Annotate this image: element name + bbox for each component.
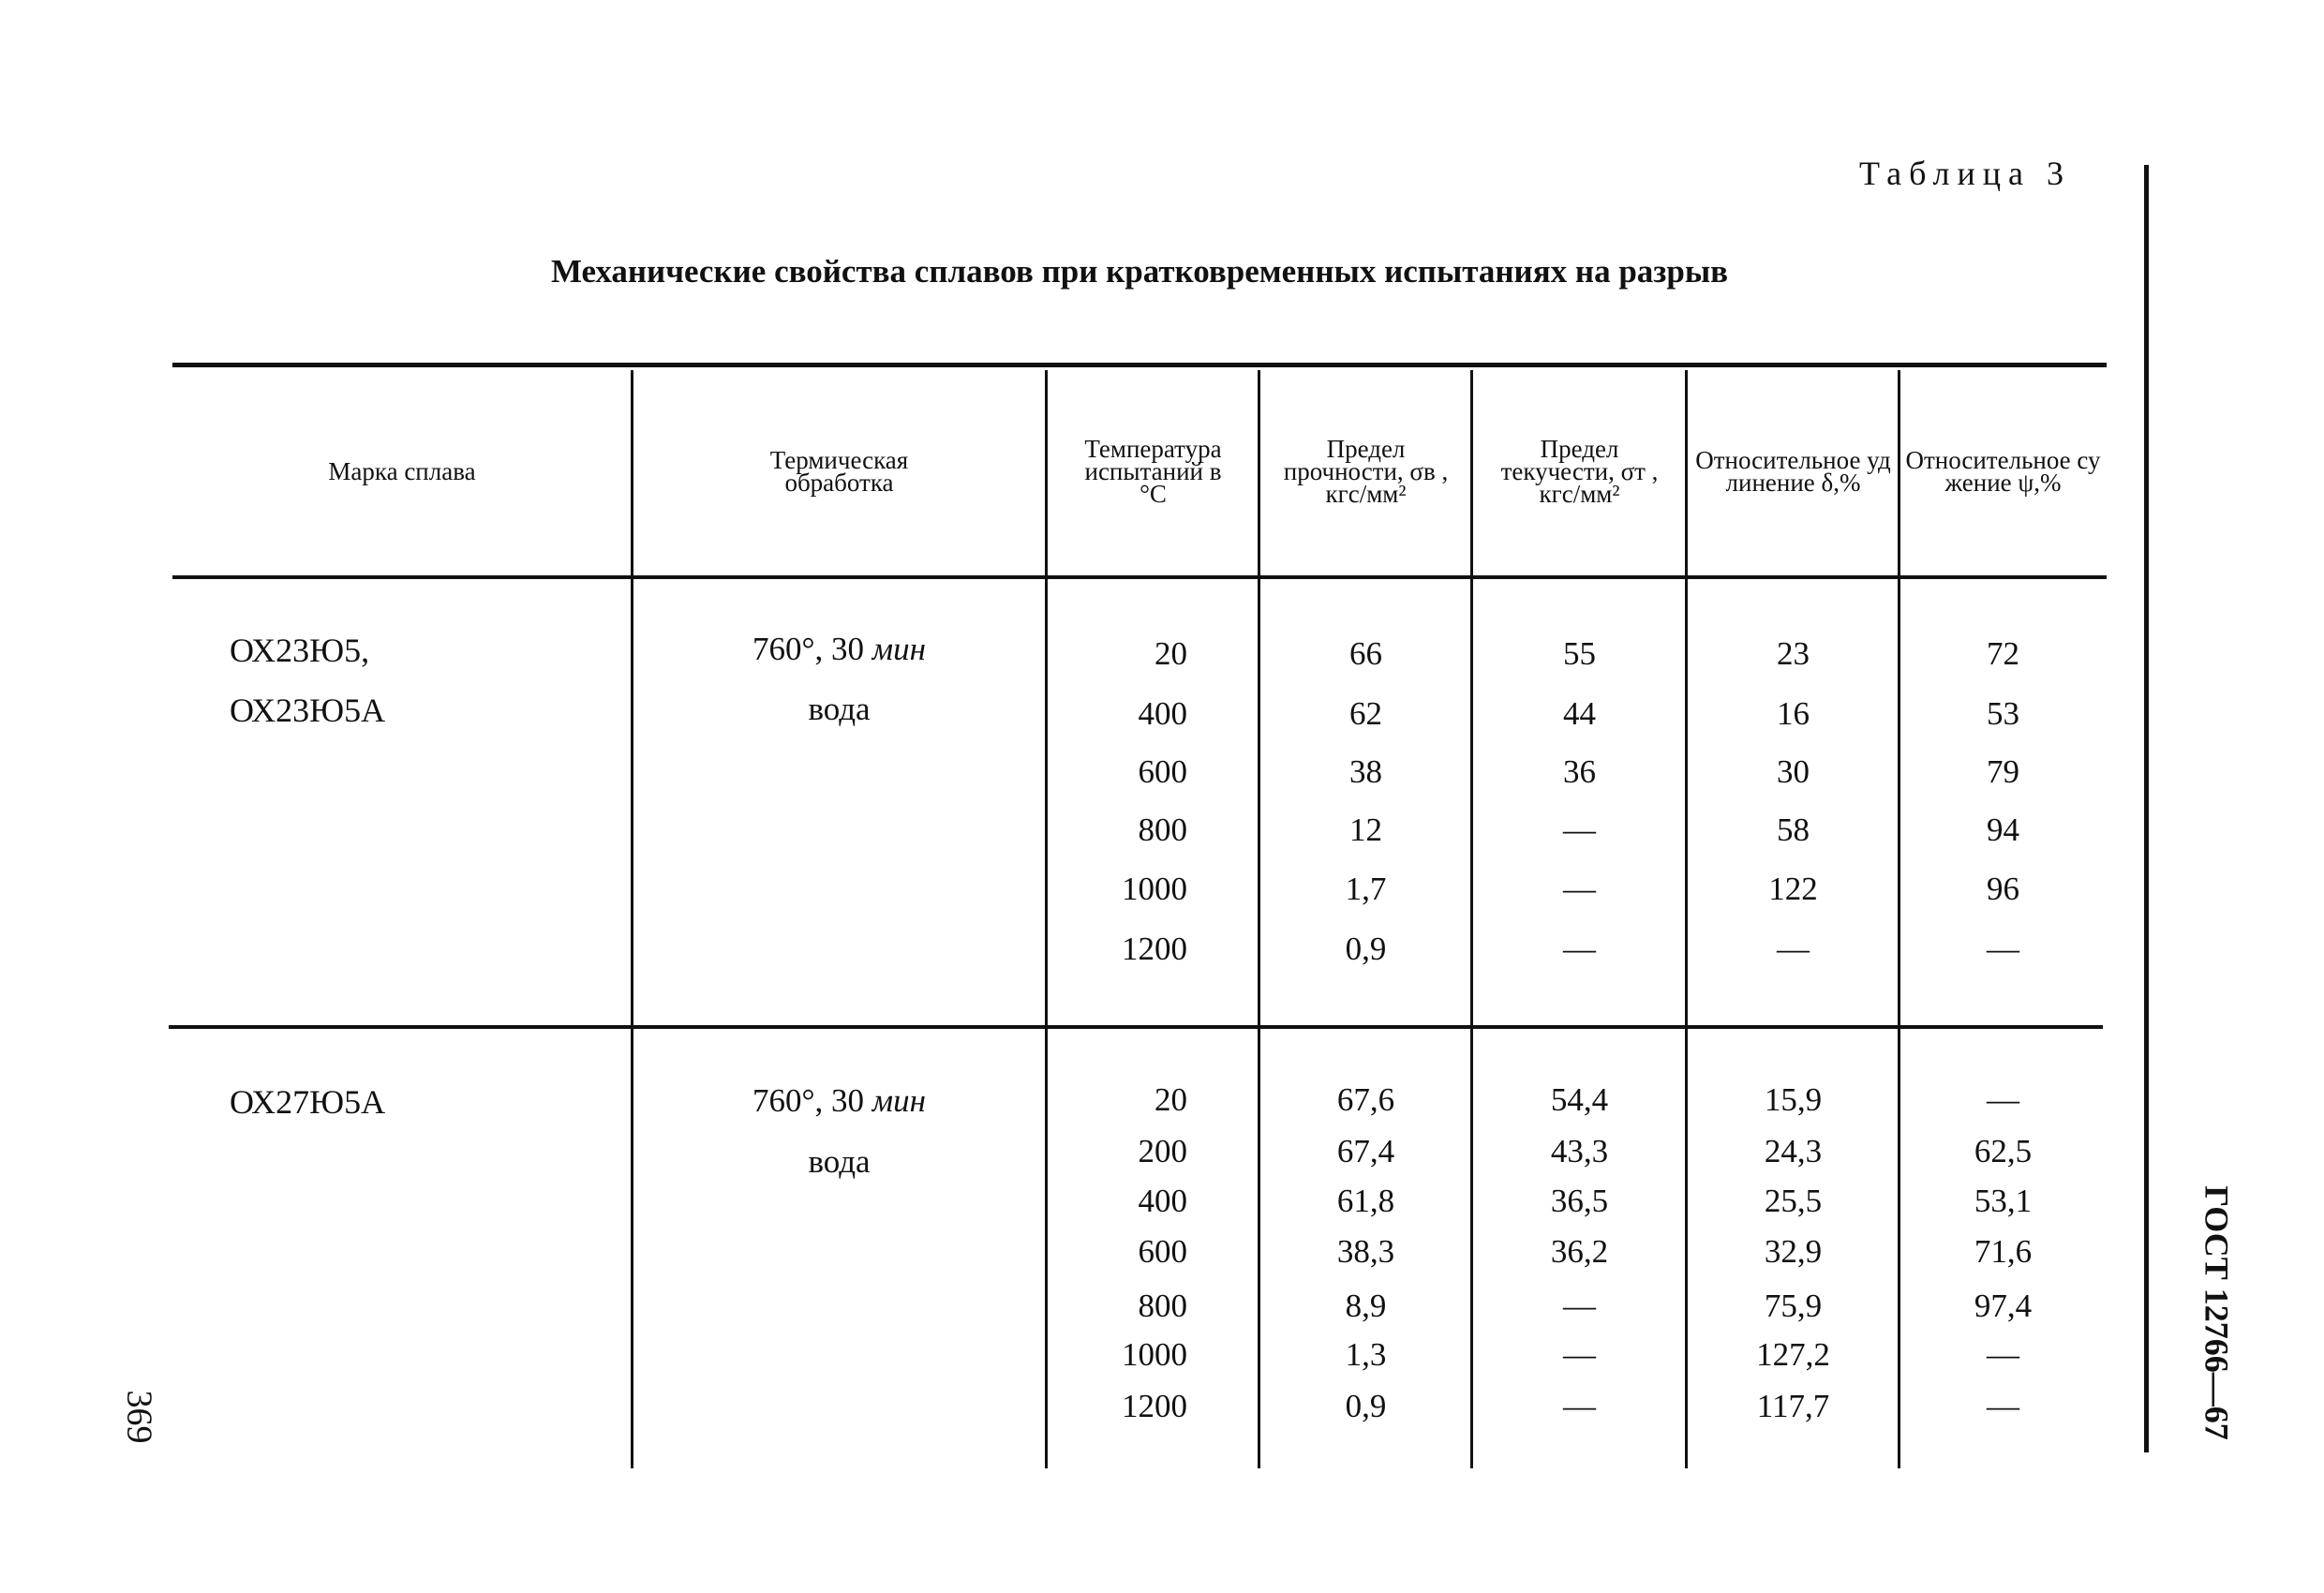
header-tensile-strength: Предел прочности, σв , кгс/мм²	[1283, 435, 1449, 508]
cell-yield-strength: 44	[1563, 695, 1596, 732]
cell-temperature: 1000	[1122, 871, 1187, 907]
cell-reduction: —	[1987, 1388, 2019, 1424]
cell-tensile-strength: 0,9	[1345, 1388, 1387, 1424]
cell-tensile-strength: 61,8	[1336, 1183, 1395, 1219]
cell-tensile-strength: 62	[1349, 695, 1382, 732]
alloy-name: ОХ27Ю5А	[230, 1083, 386, 1121]
cell-reduction: 53,1	[1974, 1183, 2033, 1219]
header-elongation: Относительное удлинение δ,%	[1695, 446, 1891, 497]
cell-temperature: 200	[1138, 1133, 1187, 1169]
cell-temperature: 800	[1138, 811, 1187, 848]
cell-yield-strength: 36,5	[1550, 1183, 1609, 1219]
header-yield-strength: Предел текучести, σт , кгс/мм²	[1500, 435, 1659, 508]
cell-yield-strength: 54,4	[1550, 1081, 1609, 1118]
cell-elongation: 117,7	[1756, 1388, 1830, 1424]
treatment-medium: вода	[808, 1143, 871, 1180]
section-rule	[169, 1025, 2103, 1029]
cell-elongation: 127,2	[1756, 1336, 1830, 1373]
header-rule	[172, 575, 2107, 579]
cell-reduction: 53	[1987, 695, 2019, 732]
cell-yield-strength: 36	[1563, 753, 1596, 790]
cell-reduction: 96	[1987, 871, 2019, 907]
cell-reduction: —	[1987, 1336, 2019, 1373]
header-temperature: Температура испытаний в °C	[1084, 435, 1222, 508]
table-caption: Механические свойства сплавов при кратковременных испытаниях на разрыв	[550, 253, 1729, 290]
cell-temperature: 20	[1155, 635, 1187, 672]
cell-temperature: 1000	[1122, 1336, 1187, 1373]
cell-tensile-strength: 0,9	[1345, 930, 1387, 967]
cell-reduction: 71,6	[1974, 1233, 2033, 1270]
treatment-medium: вода	[808, 691, 871, 727]
cell-tensile-strength: 1,7	[1345, 871, 1387, 907]
cell-yield-strength: —	[1563, 811, 1596, 848]
cell-reduction: —	[1987, 1081, 2019, 1118]
cell-tensile-strength: 38,3	[1336, 1233, 1395, 1270]
cell-temperature: 1200	[1122, 1388, 1187, 1424]
cell-temperature: 400	[1138, 1183, 1187, 1219]
cell-yield-strength: 43,3	[1550, 1133, 1609, 1169]
cell-tensile-strength: 8,9	[1345, 1288, 1387, 1324]
cell-elongation: 75,9	[1764, 1288, 1823, 1324]
cell-tensile-strength: 66	[1349, 635, 1382, 672]
header-reduction: Относительное сужение ψ,%	[1905, 446, 2101, 497]
header-alloy: Марка сплава	[328, 457, 476, 485]
cell-yield-strength: —	[1563, 871, 1596, 907]
cell-tensile-strength: 67,4	[1336, 1133, 1395, 1169]
cell-elongation: 24,3	[1764, 1133, 1823, 1169]
cell-temperature: 400	[1138, 695, 1187, 732]
treatment: 760°, 30 мин	[752, 1082, 926, 1119]
cell-reduction: 79	[1987, 753, 2019, 790]
cell-temperature: 1200	[1122, 930, 1187, 967]
cell-reduction: 62,5	[1974, 1133, 2033, 1169]
cell-elongation: —	[1777, 930, 1810, 967]
cell-elongation: 25,5	[1764, 1183, 1823, 1219]
cell-elongation: 32,9	[1764, 1233, 1823, 1270]
cell-tensile-strength: 38	[1349, 753, 1382, 790]
cell-reduction: 97,4	[1974, 1288, 2033, 1324]
cell-temperature: 600	[1138, 1233, 1187, 1270]
cell-yield-strength: 36,2	[1550, 1233, 1609, 1270]
cell-elongation: 122	[1768, 871, 1818, 907]
alloy-name: ОХ23Ю5,	[230, 632, 370, 669]
cell-reduction: —	[1987, 930, 2019, 967]
header-treatment: Термическая обработка	[769, 446, 909, 497]
page-number: 369	[119, 1390, 159, 1444]
cell-yield-strength: —	[1563, 1336, 1596, 1373]
table-number: Таблица 3	[1859, 155, 2071, 192]
cell-yield-strength: —	[1563, 930, 1596, 967]
cell-elongation: 30	[1777, 753, 1810, 790]
cell-yield-strength: —	[1563, 1288, 1596, 1324]
cell-reduction: 72	[1987, 635, 2019, 672]
cell-yield-strength: 55	[1563, 635, 1596, 672]
cell-elongation: 23	[1777, 635, 1810, 672]
margin-rule	[2144, 165, 2149, 1452]
cell-temperature: 600	[1138, 753, 1187, 790]
cell-elongation: 58	[1777, 811, 1810, 848]
cell-reduction: 94	[1987, 811, 2019, 848]
cell-yield-strength: —	[1563, 1388, 1596, 1424]
cell-temperature: 800	[1138, 1288, 1187, 1324]
cell-elongation: 16	[1777, 695, 1810, 732]
cell-tensile-strength: 67,6	[1336, 1081, 1395, 1118]
cell-temperature: 20	[1155, 1081, 1187, 1118]
treatment: 760°, 30 мин	[752, 631, 926, 667]
alloy-name: ОХ23Ю5А	[230, 692, 386, 729]
cell-tensile-strength: 12	[1349, 811, 1382, 848]
cell-tensile-strength: 1,3	[1345, 1336, 1387, 1373]
cell-elongation: 15,9	[1764, 1081, 1823, 1118]
standard-label: ГОСТ 12766—67	[2197, 1185, 2236, 1440]
